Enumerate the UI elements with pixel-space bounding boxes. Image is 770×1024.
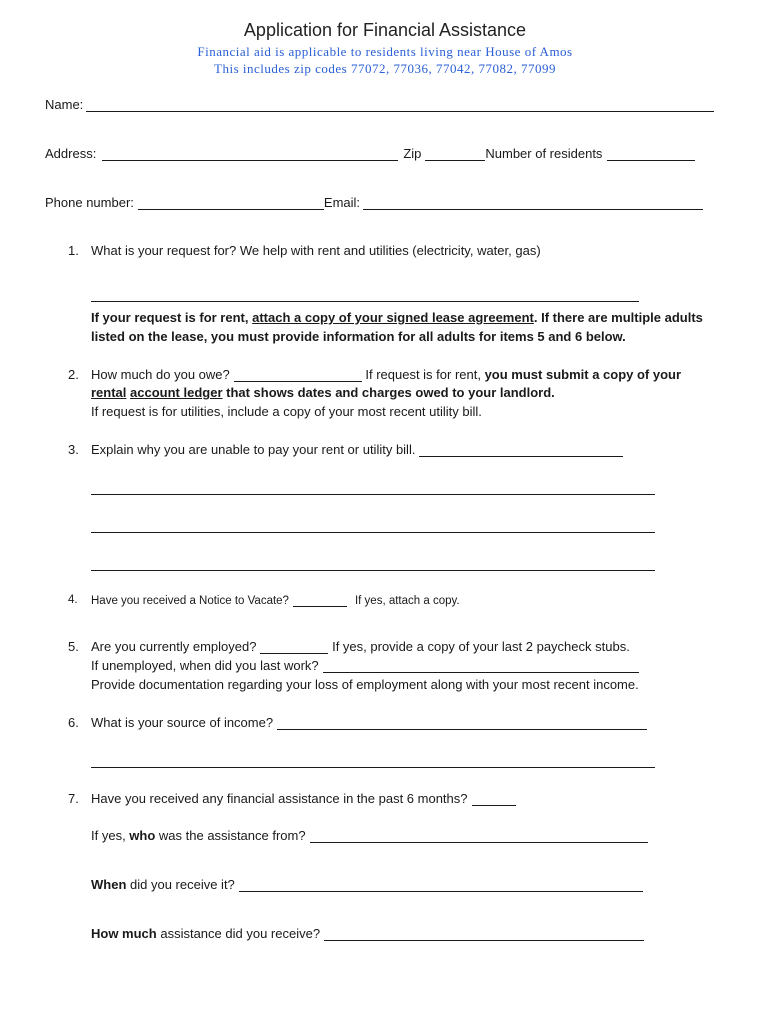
address-row (45, 146, 695, 161)
address-label: Address: (45, 146, 97, 161)
q7-who-text: If yes, (91, 828, 130, 843)
q3-answer-line[interactable] (91, 570, 655, 571)
zip-label: Zip (403, 146, 422, 161)
q2-rent-text: If request is for rent, (361, 367, 485, 382)
q5-last-work-field[interactable] (323, 658, 639, 673)
q3-line1 (91, 442, 623, 457)
residents-label: Number of residents (485, 146, 603, 161)
email-label: Email: (323, 195, 361, 210)
q7-who-row (91, 828, 648, 843)
q7-when-field[interactable] (239, 877, 643, 892)
q3-number: 3. (68, 442, 79, 457)
q7-much-text: assistance did you receive? (156, 926, 321, 941)
q2-account-ledger: account ledger (130, 385, 223, 400)
q3-answer-field[interactable] (419, 442, 623, 457)
q5-line2 (91, 658, 639, 673)
q7-who-bold: who (129, 828, 156, 843)
q4-number: 4. (68, 594, 78, 606)
q5-last-work-text: If unemployed, when did you last work? (91, 658, 319, 673)
q1-note-text: If your request is for rent, (91, 310, 253, 325)
q4-line (91, 594, 460, 607)
q4-tail: If yes, attach a copy. (354, 595, 460, 607)
q5-documentation-note: Provide documentation regarding your loss of employment along with your most recent income. (91, 677, 639, 692)
q6-text: What is your source of income? (91, 715, 274, 730)
q2-line2 (91, 385, 555, 400)
q3-answer-line[interactable] (91, 494, 655, 495)
q7-line1 (91, 791, 516, 806)
page-title: Application for Financial Assistance (243, 20, 527, 40)
q3-answer-line[interactable] (91, 532, 655, 533)
q1-number: 1. (68, 243, 79, 258)
phone-field[interactable] (138, 195, 324, 210)
q5-employed-field[interactable] (260, 639, 328, 654)
q5-line1 (91, 639, 630, 654)
q7-number: 7. (68, 791, 79, 806)
zip-field[interactable] (425, 146, 485, 161)
residents-field[interactable] (607, 146, 695, 161)
q4-text: Have you received a Notice to Vacate? (91, 595, 289, 607)
q7-much-row (91, 926, 644, 941)
q1-answer-line[interactable] (91, 301, 639, 302)
q5-text: Are you currently employed? (91, 639, 257, 654)
q7-much-bold: How much (91, 926, 157, 941)
q1-text: What is your request for? We help with rent and utilities (electricity, water, gas) (91, 243, 541, 258)
q1-lease-requirement: attach a copy of your signed lease agreement (252, 310, 534, 325)
email-field[interactable] (363, 195, 703, 210)
q7-answer-field[interactable] (472, 791, 516, 806)
name-row (45, 97, 714, 112)
q4-answer-field[interactable] (293, 594, 347, 607)
q2-line1 (91, 367, 681, 382)
q7-text: Have you received any financial assistance in the past 6 months? (91, 791, 468, 806)
q2-utilities-note: If request is for utilities, include a copy of your most recent utility bill. (91, 404, 482, 419)
q6-answer-line[interactable] (91, 767, 655, 768)
q6-number: 6. (68, 715, 79, 730)
q1-adults-note: listed on the lease, you must provide information for all adults for items 5 and 6 below. (91, 329, 626, 344)
q5-number: 5. (68, 639, 79, 654)
q2-amount-field[interactable] (234, 367, 362, 382)
address-field[interactable] (102, 146, 398, 161)
name-label: Name: (45, 97, 84, 112)
q1-rent-note (91, 310, 703, 325)
q7-who-text-2: was the assistance from? (155, 828, 306, 843)
q1-note-text-2: . If there are multiple adults (533, 310, 703, 325)
q7-when-text: did you receive it? (126, 877, 235, 892)
q5-tail: If yes, provide a copy of your last 2 paycheck stubs. (328, 639, 630, 654)
q2-number: 2. (68, 367, 79, 382)
q7-much-field[interactable] (324, 926, 644, 941)
eligibility-note: Financial aid is applicable to residents living near House of Amos (197, 44, 573, 59)
q3-text: Explain why you are unable to pay your rent or utility bill. (91, 442, 416, 457)
q2-text: How much do you owe? (91, 367, 230, 382)
name-field[interactable] (86, 97, 714, 112)
phone-label: Phone number: (45, 195, 134, 210)
q6-line1 (91, 715, 647, 730)
q2-ledger-text: that shows dates and charges owed to your landlord. (222, 385, 555, 400)
zip-codes-note: This includes zip codes 77072, 77036, 77042, 77082, 77099 (214, 61, 556, 76)
q6-income-field[interactable] (277, 715, 647, 730)
phone-row (45, 195, 703, 210)
q7-when-bold: When (91, 877, 127, 892)
q7-when-row (91, 877, 643, 892)
q7-who-field[interactable] (310, 828, 648, 843)
q2-rental: rental (91, 385, 127, 400)
q2-requirement: you must submit a copy of your (484, 367, 682, 382)
